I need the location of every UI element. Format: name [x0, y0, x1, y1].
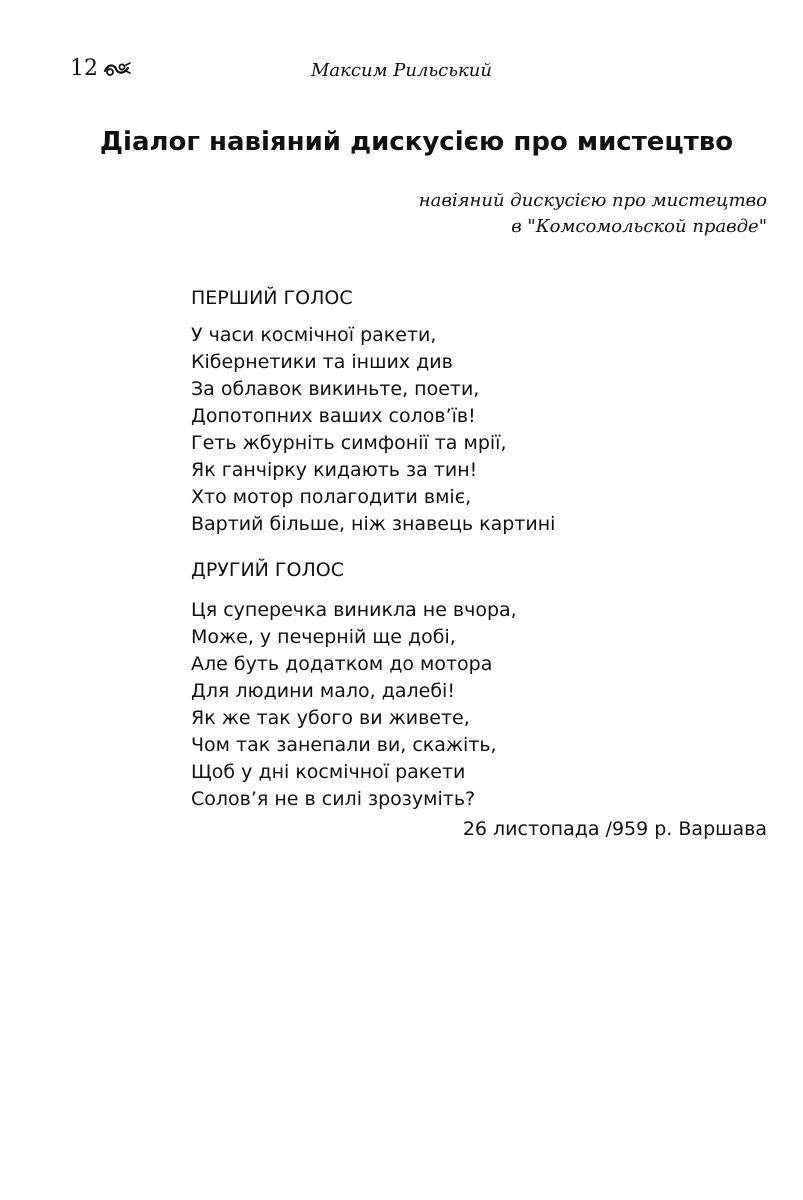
verse-line: Допотопних ваших солов’їв! — [191, 405, 476, 427]
verse-line: У часи космічної ракети, — [191, 324, 437, 346]
poem-dateline: 26 листопада /959 р. Варшава — [462, 818, 767, 840]
subtitle-line: навіяний дискусією про мистецтво — [418, 190, 767, 211]
verse-line: Може, у печерній ще добі, — [191, 626, 456, 648]
page-number-text: 12 — [70, 56, 98, 81]
stanza-first-voice — [191, 322, 555, 538]
poem-subtitle — [419, 188, 767, 240]
voice-label-second: ДРУГИЙ ГОЛОС — [191, 559, 344, 581]
verse-line: Для людини мало, далебі! — [191, 680, 455, 702]
poem-title: Діалог навіяний дискусією про мистецтво — [99, 127, 734, 157]
running-head-author: Максим Рильський — [310, 60, 492, 81]
verse-line: Кібернетики та інших див — [191, 351, 453, 373]
verse-line: Солов’я не в силі зрозуміть? — [191, 788, 476, 810]
verse-line: Геть жбурніть симфонії та мрії, — [191, 432, 507, 454]
voice-label-first: ПЕРШИЙ ГОЛОС — [191, 287, 353, 309]
verse-line: Як же так убого ви живете, — [191, 707, 470, 729]
verse-line: Але буть додатком до мотора — [191, 653, 493, 675]
subtitle-line: в "Комсомольской правде" — [511, 216, 767, 237]
verse-line: Щоб у дні космічної ракети — [191, 761, 466, 783]
verse-line: Ця суперечка виникла не вчора, — [191, 599, 517, 621]
verse-line: Вартий більше, ніж знавець картині — [191, 513, 556, 535]
stanza-second-voice — [191, 597, 517, 813]
verse-line: За облавок викиньте, поети, — [191, 378, 480, 400]
verse-line: Чом так занепали ви, скажіть, — [191, 734, 497, 756]
verse-line: Хто мотор полагодити вміє, — [191, 486, 472, 508]
verse-line: Як ганчірку кидають за тин! — [191, 459, 478, 481]
